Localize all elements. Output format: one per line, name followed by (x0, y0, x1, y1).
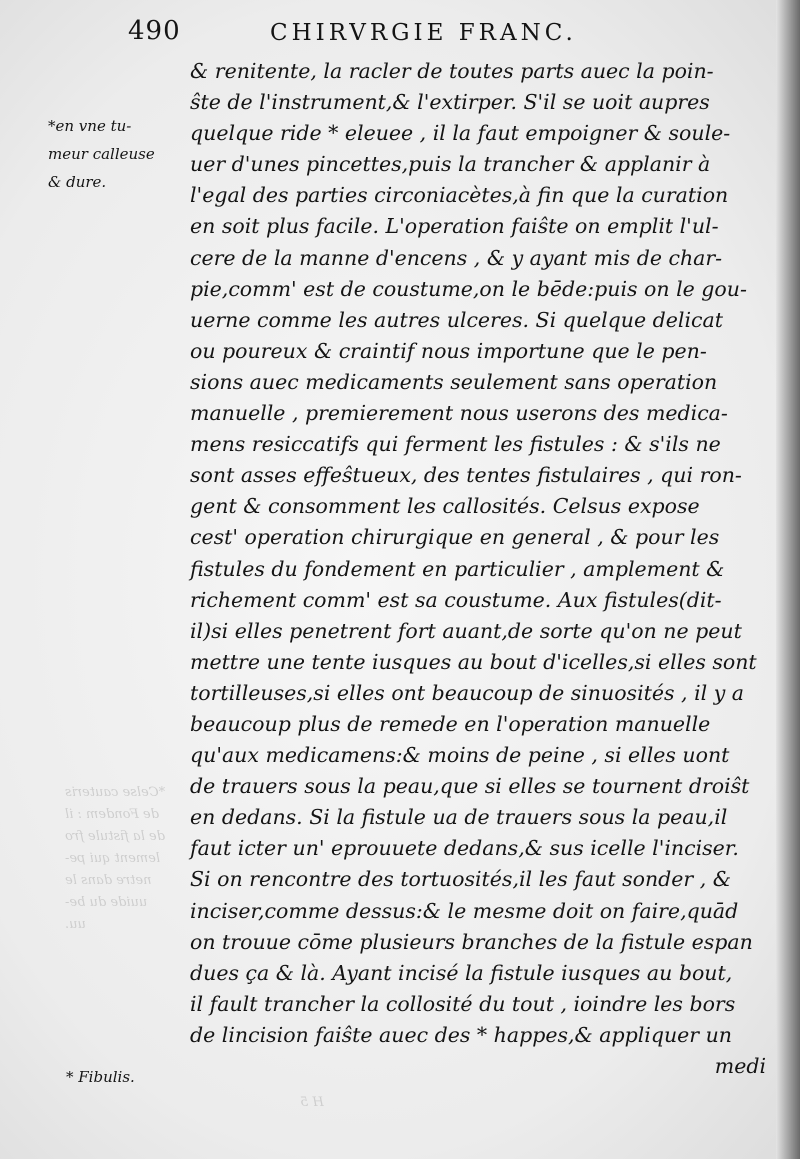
text-line: gent & consomment les callosités. Celsus expose (190, 494, 700, 519)
text-line: il)si elles penetrent fort auant,de sorte qu'on ne peut (190, 618, 742, 643)
page-number: 490 (128, 16, 181, 46)
catchword: medi (714, 1054, 766, 1078)
text-line: cest' operation chirurgique en general , & pour les (190, 525, 720, 550)
text-line: sont asses effeŝtueux, des tentes fistulaires , qui ron- (190, 463, 742, 488)
text-line: faut icter un' eprouuete dedans,& sus icelle l'inciser. (190, 836, 739, 861)
text-line: uerne comme les autres ulceres. Si quelque delicat (190, 307, 723, 332)
text-line: dues ça & là. Ayant incisé la fistule iusques au bout, (190, 960, 733, 985)
text-line: il fault trancher la collosité du tout , ioindre les bors (190, 991, 736, 1016)
text-line: on trouue cōme plusieurs branches de la fistule espan (190, 929, 753, 954)
text-line: sions auec medicaments seulement sans operation (190, 369, 718, 394)
text-line: & renitente, la racler de toutes parts auec la poin- (190, 59, 714, 83)
text-line: richement comm' est sa coustume. Aux fistules(dit- (190, 587, 722, 612)
page-header (0, 14, 800, 54)
text-line: manuelle , premierement nous userons des medica- (190, 401, 728, 426)
text-line: en dedans. Si la fistule ua de trauers sous la peau,il (190, 805, 728, 830)
show-through-signature: H 5 (300, 1095, 324, 1110)
margin-note: *en vne tu- meur calleuse & dure. (48, 117, 155, 191)
body-text (190, 56, 770, 1082)
text-line: fistules du fondement en particulier , amplement & (190, 556, 725, 581)
book-spine-shadow (776, 0, 800, 1159)
text-line: ŝte de l'instrument,& l'extirper. S'il se uoit aupres (190, 90, 710, 115)
text-line: cere de la manne d'encens , & y ayant mis de char- (190, 245, 723, 270)
text-line: de lincision faiŝte auec des * happes,& appliquer un (190, 1022, 733, 1047)
text-line: quelque ride * eleuee , il la faut empoigner & soule- (190, 121, 731, 146)
text-line: uer d'unes pincettes,puis la trancher & applanir à (190, 152, 711, 177)
text-line: tortilleuses,si elles ont beaucoup de sinuosités , il y a (190, 680, 745, 705)
text-line: qu'aux medicamens:& moins de peine , si elles uont (190, 743, 730, 768)
text-line: de trauers sous la peau,que si elles se tournent droiŝt (190, 774, 750, 799)
text-line: mettre une tente iusques au bout d'icelles,si elles sont (190, 649, 757, 674)
text-line: l'egal des parties circoniacètes,à fin que la curation (190, 183, 729, 208)
text-line: Si on rencontre des tortuosités,il les faut sonder , & (190, 867, 731, 892)
margin-note: * Fibulis. (66, 1068, 135, 1086)
show-through-text: *Celse cauteris de Fondem : il de la fistule fro lement qui pe- netre dans le uuide du be- uu. (65, 785, 166, 932)
text-line: inciser,comme dessus:& le mesme doit on faire,quād (190, 898, 739, 923)
text-line: pie,comm' est de coustume,on le bēde:puis on le gou- (190, 276, 747, 301)
text-line: en soit plus facile. L'operation faiŝte on emplit l'ul- (190, 214, 719, 239)
running-head: CHIRVRGIE FRANC. (270, 20, 577, 46)
text-line: ou poureux & craintif nous importune que le pen- (190, 338, 707, 363)
text-line: mens resiccatifs qui ferment les fistules : & s'ils ne (190, 432, 721, 457)
text-line: beaucoup plus de remede en l'operation manuelle (190, 711, 711, 736)
